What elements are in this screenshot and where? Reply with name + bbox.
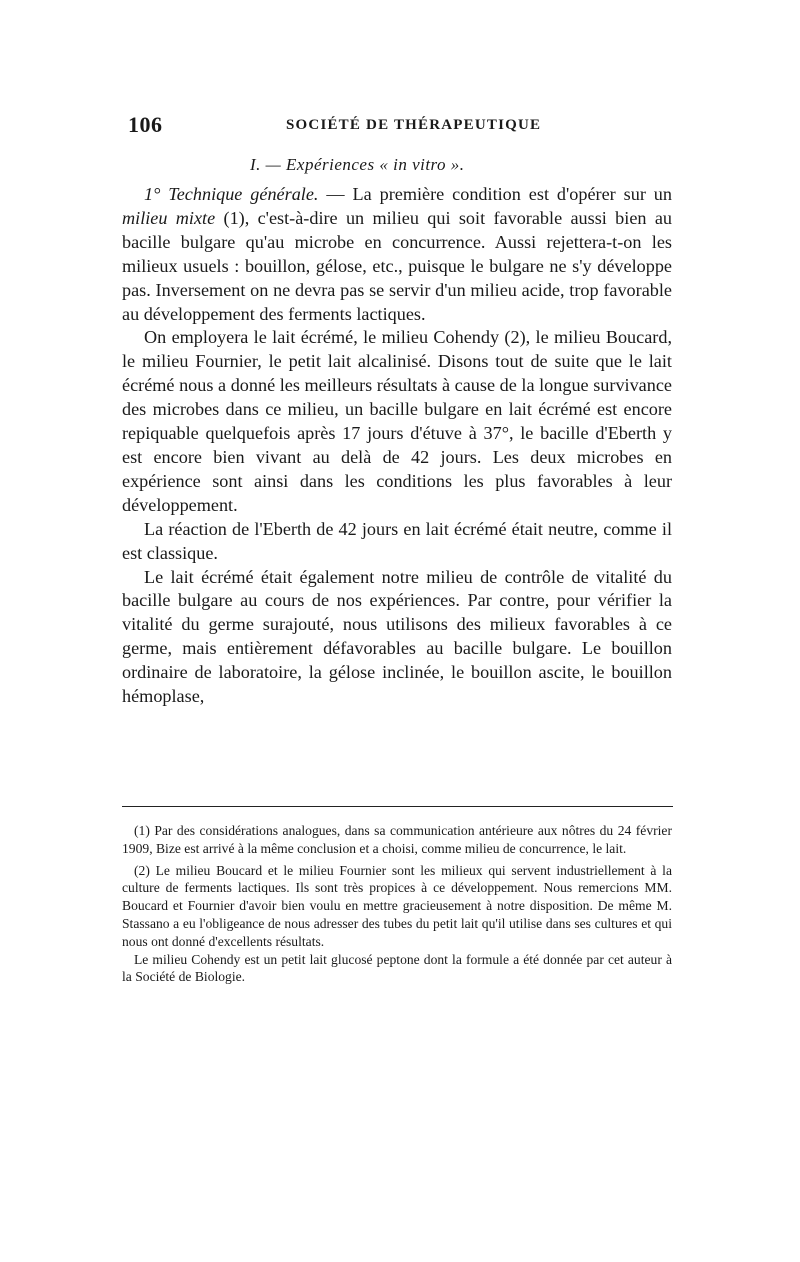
footnotes (122, 822, 672, 986)
paragraph-text: — La première condition est d'opérer sur un (318, 184, 672, 204)
paragraph-media: On employera le lait écrémé, le milieu Cohendy (2), le milieu Boucard, le milieu Fournier, le petit lait alcalinisé. Disons tout de suite que le lait écrémé nous a donné les meilleurs résultats à cause de la longue survivance des microbes dans ce milieu, un bacille bulgare en lait écrémé est encore repiquable quelquefois après 17 jours d'étuve à 37°, le bacille d'Eberth y est encore bien vivant au delà de 42 jours. Les deux microbes en expérience sont ainsi dans les conditions les plus favorables à leur développement. (122, 327, 672, 515)
footnote-2-continued: Le milieu Cohendy est un petit lait glucosé peptone dont la formule a été donnée par cet auteur à la Société de Biologie. (122, 951, 672, 985)
paragraph-reaction: La réaction de l'Eberth de 42 jours en lait écrémé était neutre, comme il est classique. (122, 518, 672, 563)
section-title: I. — Expériences « in vitro ». (250, 155, 465, 174)
body-text (122, 183, 672, 709)
emphasis-text: milieu mixte (122, 207, 216, 228)
footnote-divider (122, 806, 673, 807)
footnote-2: (2) Le milieu Boucard et le milieu Fournier sont les milieux qui servent industriellement à la culture de ferments lactiques. Ils sont très propices à ce développement. Nous remercions MM. Boucard et Fournier d'avoir bien voulu en mettre gracieusement à notre disposition. De même M. Stassano a eu l'obligeance de nous adresser des tubes du petit lait qu'il utilise dans ses cultures et qui nous ont donné d'excellents résultats. (122, 862, 672, 949)
paragraph-lead: 1° Technique générale. (144, 184, 319, 204)
paragraph-text: (1), c'est-à-dire un milieu qui soit favorable aussi bien au bacille bulgare qu'au microbe en concurrence. Aussi rejettera-t-on les milieux usuels : bouillon, gélose, etc., puisque le bulgare ne s'y développe pas. Inversement on ne devra pas se servir d'un milieu acide, trop favorable au développement des ferments lactiques. (122, 207, 672, 324)
page-number: 106 (128, 112, 163, 137)
paragraph-control: Le lait écrémé était également notre milieu de contrôle de vitalité du bacille bulgare au cours de nos expériences. Par contre, pour vérifier la vitalité du germe surajouté, nous utilisons des milieux favorables à ce germe, mais entièrement défavorables au bacille bulgare. Le bouillon ordinaire de laboratoire, la gélose inclinée, le bouillon ascite, le bouillon hémoplase, (122, 566, 672, 707)
running-head (128, 112, 673, 140)
footnote-1: (1) Par des considérations analogues, dans sa communication antérieure aux nôtres du 24 février 1909, Bize est arrivé à la même conclusion et a choisi, comme milieu de concurrence, le lait. (122, 823, 672, 856)
paragraph-technique (122, 183, 672, 326)
journal-title: SOCIÉTÉ DE THÉRAPEUTIQUE (286, 117, 542, 133)
